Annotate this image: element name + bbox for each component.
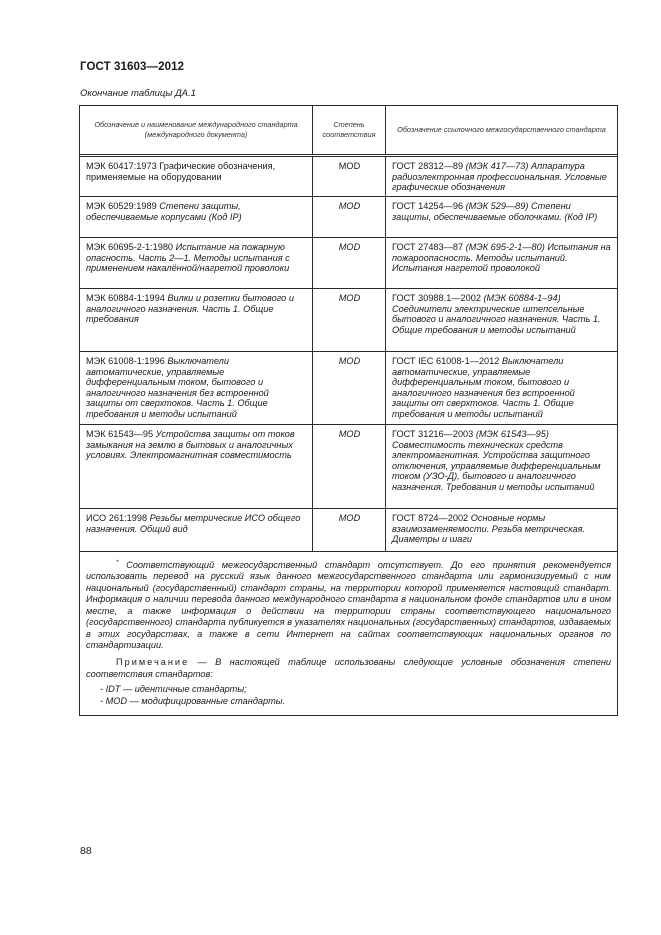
cell-degree: [313, 238, 386, 288]
legend-list: [100, 684, 611, 707]
degree-value: MOD: [338, 201, 361, 211]
cell-international-standard: [80, 157, 313, 196]
gost-title: (МЭК 417—73) Аппаратура радиоэлектронная профессиональная. Условные графические обозначения: [392, 161, 607, 193]
cell-degree: [313, 157, 386, 196]
gost-title: (МЭК 529—89) Степени защиты, обеспечиваемые оболочками. (Код IP): [392, 201, 598, 222]
cell-interstate-standard: [386, 197, 617, 237]
intl-title: Графические обозначения, применяемые на оборудовании: [86, 161, 276, 182]
degree-value: MOD: [338, 356, 361, 366]
gost-title: (МЭК 60884-1–94) Соединители электрические штепсельные бытового и аналогичного назначения. Часть 1. Общие требования и методы испытаний: [392, 293, 601, 335]
intl-code: МЭК 61543—95: [86, 429, 154, 439]
table-header: [80, 106, 617, 157]
table-row: [80, 352, 617, 425]
footnote: [86, 557, 611, 651]
gost-code: ГОСТ 8724—2002: [392, 513, 469, 523]
intl-code: МЭК 60529:1989: [86, 201, 157, 211]
degree-value: MOD: [338, 429, 361, 439]
note-text: — В настоящей таблице использованы следующие условные обозначения степени соответствия стандартов:: [86, 657, 611, 679]
note-label: Примечание: [116, 657, 190, 668]
table-row: [80, 289, 617, 352]
cell-interstate-standard: [386, 509, 617, 551]
page-number: 88: [80, 845, 92, 857]
cell-interstate-standard: [386, 425, 617, 508]
cell-degree: [313, 509, 386, 551]
gost-title: Основные нормы взаимозаменяемости. Резьба метрическая. Диаметры и шаги: [392, 513, 586, 545]
intl-code: МЭК 61008-1:1996: [86, 356, 165, 366]
cell-international-standard: [80, 425, 313, 508]
intl-code: МЭК 60884-1:1994: [86, 293, 165, 303]
degree-value: MOD: [338, 242, 361, 252]
table-caption: Окончание таблицы ДА.1: [80, 88, 196, 99]
gost-code: ГОСТ 30988.1—2002: [392, 293, 481, 303]
gost-code: ГОСТ IEC 61008-1—2012: [392, 356, 500, 366]
cell-degree: [313, 289, 386, 351]
cell-international-standard: [80, 352, 313, 424]
intl-title: Устройства защиты от токов замыкания на землю в бытовых и аналогичных условиях. Электромагнитная совместимость: [86, 429, 295, 461]
cell-degree: [313, 352, 386, 424]
footnote-mark: *: [116, 559, 119, 566]
cell-international-standard: [80, 197, 313, 237]
degree-value: MOD: [338, 161, 361, 171]
cell-interstate-standard: [386, 238, 617, 288]
document-code: ГОСТ 31603—2012: [80, 61, 185, 73]
gost-title: (МЭК 61543—95) Совместимость технических средств электромагнитная. Устройства защитного отключения, управляемые дифференциальным током (УЗО-Д), бытового и аналогичного назначения. Требования и методы испытаний: [392, 429, 601, 492]
table-row: [80, 509, 617, 552]
table-row: [80, 157, 617, 197]
legend-item-idt: - IDT — идентичные стандарты;: [100, 684, 247, 695]
cell-degree: [313, 425, 386, 508]
column-header-degree: Степень соответствия: [313, 106, 386, 154]
column-header-international-standard: Обозначение и наименование международного стандарта (международного документа): [80, 106, 313, 154]
gost-code: ГОСТ 31216—2003: [392, 429, 474, 439]
legend-item-mod: - MOD — модифицированные стандарты.: [100, 695, 286, 706]
intl-code: МЭК 60695-2-1:1980: [86, 242, 174, 252]
intl-title: Выключатели автоматические, управляемые дифференциальным током, бытового и аналогичного назначения без встроенной защиты от сверхтоков. Часть 1. Общие требования и методы испытаний: [86, 356, 269, 419]
cell-degree: [313, 197, 386, 237]
intl-code: МЭК 60417:1973: [86, 161, 157, 171]
table-row: [80, 197, 617, 238]
cell-international-standard: [80, 289, 313, 351]
footnote-text: Соответствующий межгосударственный стандарт отсутствует. До его принятия рекомендуется использовать перевод на русский язык данного межгосударственного стандарта или гармонизируемый с ним национальный (государственный) стандарт страны, на территории которой применяется настоящий стандарт. Информация о наличии перевода данного международного стандарта в национальном фонде стандартов или в ином месте, а также информация о действии на территории страны соответствующего национального (государственного) стандарта публикуется в указателях национальных (государственных) стандартов, издаваемых в этих государствах, а также в сети Интернет на сайтах соответствующих национальных органов по стандартизации.: [86, 560, 611, 650]
cell-interstate-standard: [386, 352, 617, 424]
gost-code: ГОСТ 27483—87: [392, 242, 464, 252]
gost-title: Выключатели автоматические, управляемые дифференциальным током, бытового и аналогичного назначения без встроенной защиты от сверхтоков. Часть 1. Общие требования и методы испытаний: [392, 356, 575, 419]
table-row: [80, 425, 617, 509]
gost-code: ГОСТ 28312—89: [392, 161, 464, 171]
intl-title: Вилки и розетки бытового и аналогичного назначения. Часть 1. Общие требования: [86, 293, 294, 325]
intl-title: Испытание на пожарную опасность. Часть 2—1. Методы испытания с применением накалённой/нагретой проволоки: [86, 242, 290, 274]
degree-value: MOD: [338, 293, 361, 303]
intl-title: Резьбы метрические ИСО общего назначения. Общий вид: [86, 513, 301, 534]
gost-code: ГОСТ 14254—96: [392, 201, 464, 211]
cell-interstate-standard: [386, 289, 617, 351]
note: [86, 657, 611, 680]
cell-interstate-standard: [386, 157, 617, 196]
column-header-interstate-standard: Обозначение ссылочного межгосударственного стандарта: [397, 125, 606, 134]
cell-international-standard: [80, 238, 313, 288]
table-notes: [80, 552, 617, 715]
gost-title: (МЭК 695-2-1—80) Испытания на пожароопасность. Методы испытаний. Испытания нагретой проволокой: [392, 242, 611, 274]
degree-value: MOD: [338, 513, 361, 523]
cell-international-standard: [80, 509, 313, 551]
intl-code: ИСО 261:1998: [86, 513, 148, 523]
reference-table: [79, 105, 618, 716]
intl-title: Степени защиты, обеспечиваемые корпусами (Код IP): [86, 201, 242, 222]
table-row: [80, 238, 617, 289]
